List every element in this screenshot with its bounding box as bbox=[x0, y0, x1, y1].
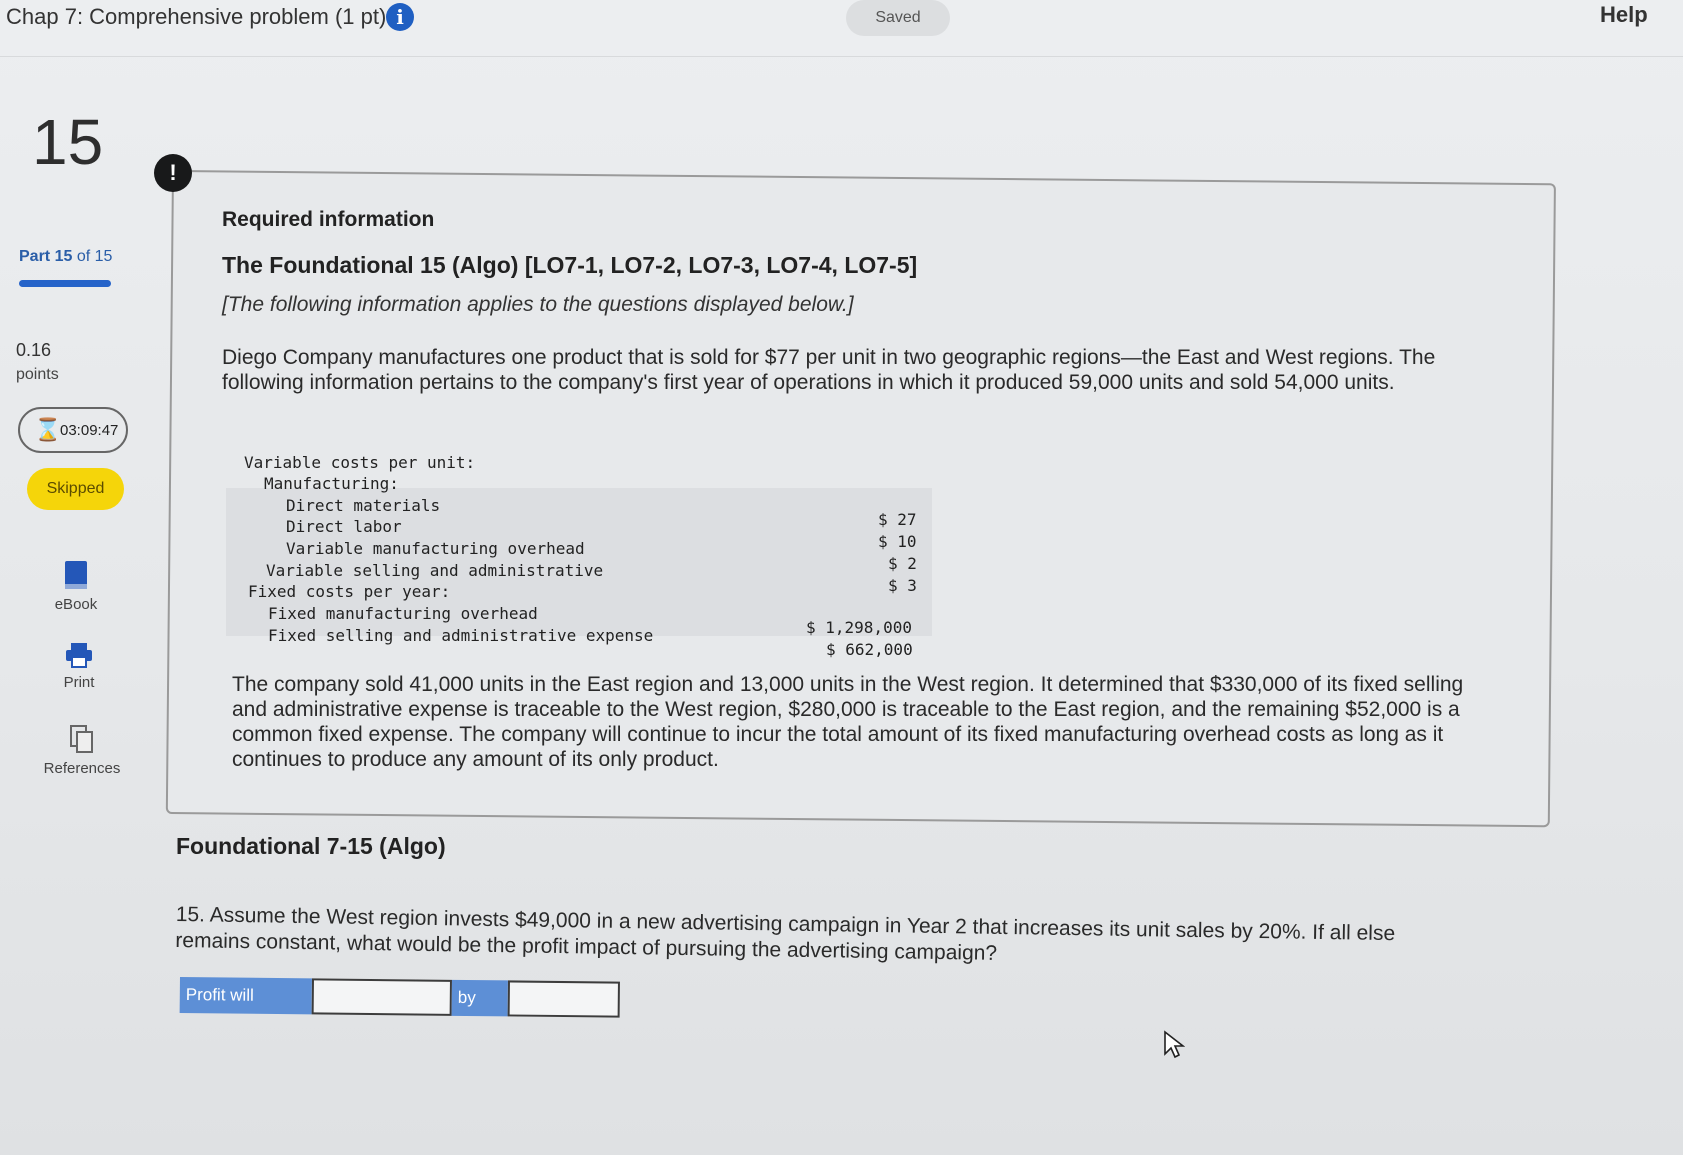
help-link[interactable]: Help bbox=[1600, 2, 1648, 27]
part-indicator bbox=[19, 248, 112, 266]
question-number: 15 bbox=[32, 106, 104, 178]
print-button[interactable] bbox=[24, 642, 134, 691]
required-heading: Required information bbox=[222, 208, 435, 231]
cost-row-value: $ 2 bbox=[888, 554, 917, 573]
alert-icon: ! bbox=[154, 154, 192, 192]
saved-status-badge: Saved bbox=[846, 0, 950, 36]
profit-direction-input[interactable] bbox=[312, 978, 452, 1015]
mouse-pointer-icon bbox=[1163, 1030, 1185, 1060]
ebook-label: eBook bbox=[54, 596, 98, 613]
cost-row-label: Variable manufacturing overhead bbox=[286, 539, 585, 558]
question-text: 15. Assume the West region invests $49,000 in a new advertising campaign in Year 2 that increases its unit sales by 20%. If all else remains constant, what would be the profit impact of pursuing the advertising campaign? bbox=[175, 902, 1396, 965]
ebook-button[interactable] bbox=[21, 560, 131, 613]
fixed-costs-heading: Fixed costs per year: bbox=[248, 582, 451, 601]
part-of-text: of 15 bbox=[76, 248, 113, 265]
fixed-row-label: Fixed selling and administrative expense bbox=[268, 626, 654, 645]
details-paragraph: The company sold 41,000 units in the East region and 13,000 units in the West region. It determined that $330,000 of its fixed selling and administrative expense is traceable to the West region, $280,000 is traceable to the East region, and the remaining $52,000 is a common fixed expense. The company will continue to incur the total amount of its fixed manufacturing overhead costs as long as it continues to produce any amount of its only product. bbox=[232, 673, 1464, 771]
references-label: References bbox=[43, 760, 121, 777]
top-bar bbox=[0, 0, 1683, 57]
points-label: points bbox=[16, 366, 59, 383]
manufacturing-heading: Manufacturing: bbox=[264, 474, 399, 493]
fixed-row-value: $ 662,000 bbox=[826, 640, 913, 659]
info-icon[interactable]: i bbox=[386, 3, 414, 31]
variable-costs-heading: Variable costs per unit: bbox=[244, 453, 476, 472]
fixed-row-label: Fixed manufacturing overhead bbox=[268, 604, 538, 623]
hourglass-icon: ⌛ bbox=[34, 417, 62, 442]
printer-icon bbox=[65, 642, 93, 668]
references-button[interactable] bbox=[27, 724, 137, 777]
profit-will-label: Profit will bbox=[180, 977, 312, 1014]
answer-row bbox=[180, 977, 620, 1022]
cost-row-label: Variable selling and administrative bbox=[266, 561, 604, 580]
skipped-button[interactable]: Skipped bbox=[27, 468, 124, 510]
part-label: Part bbox=[19, 248, 51, 265]
assignment-title: Chap 7: Comprehensive problem (1 pt) bbox=[6, 4, 387, 29]
by-label: by bbox=[452, 980, 508, 1017]
part-number: 15 bbox=[54, 248, 73, 265]
cost-row-value: $ 10 bbox=[878, 532, 917, 551]
cost-row-label: Direct labor bbox=[286, 517, 402, 536]
points-value: 0.16 bbox=[16, 340, 52, 360]
print-label: Print bbox=[63, 674, 95, 691]
timer-text: 03:09:47 bbox=[60, 422, 119, 439]
profit-amount-input[interactable] bbox=[508, 980, 620, 1017]
question-heading: Foundational 7-15 (Algo) bbox=[176, 833, 446, 859]
timer bbox=[18, 407, 128, 453]
cost-row-label: Direct materials bbox=[286, 496, 441, 515]
cost-row-value: $ 27 bbox=[878, 510, 917, 529]
book-icon bbox=[64, 560, 88, 590]
part-progress-bar bbox=[19, 280, 111, 287]
applies-note: [The following information applies to the questions displayed below.] bbox=[222, 293, 854, 316]
references-icon bbox=[69, 724, 95, 754]
problem-title: The Foundational 15 (Algo) [LO7-1, LO7-2, LO7-3, LO7-4, LO7-5] bbox=[222, 252, 918, 278]
intro-paragraph: Diego Company manufactures one product that is sold for $77 per unit in two geographic regions—the East and West regions. The following information pertains to the company's first year of operations in which it produced 59,000 units and sold 54,000 units. bbox=[222, 346, 1436, 394]
cost-row-value: $ 3 bbox=[888, 576, 917, 595]
fixed-row-value: $ 1,298,000 bbox=[806, 618, 912, 637]
